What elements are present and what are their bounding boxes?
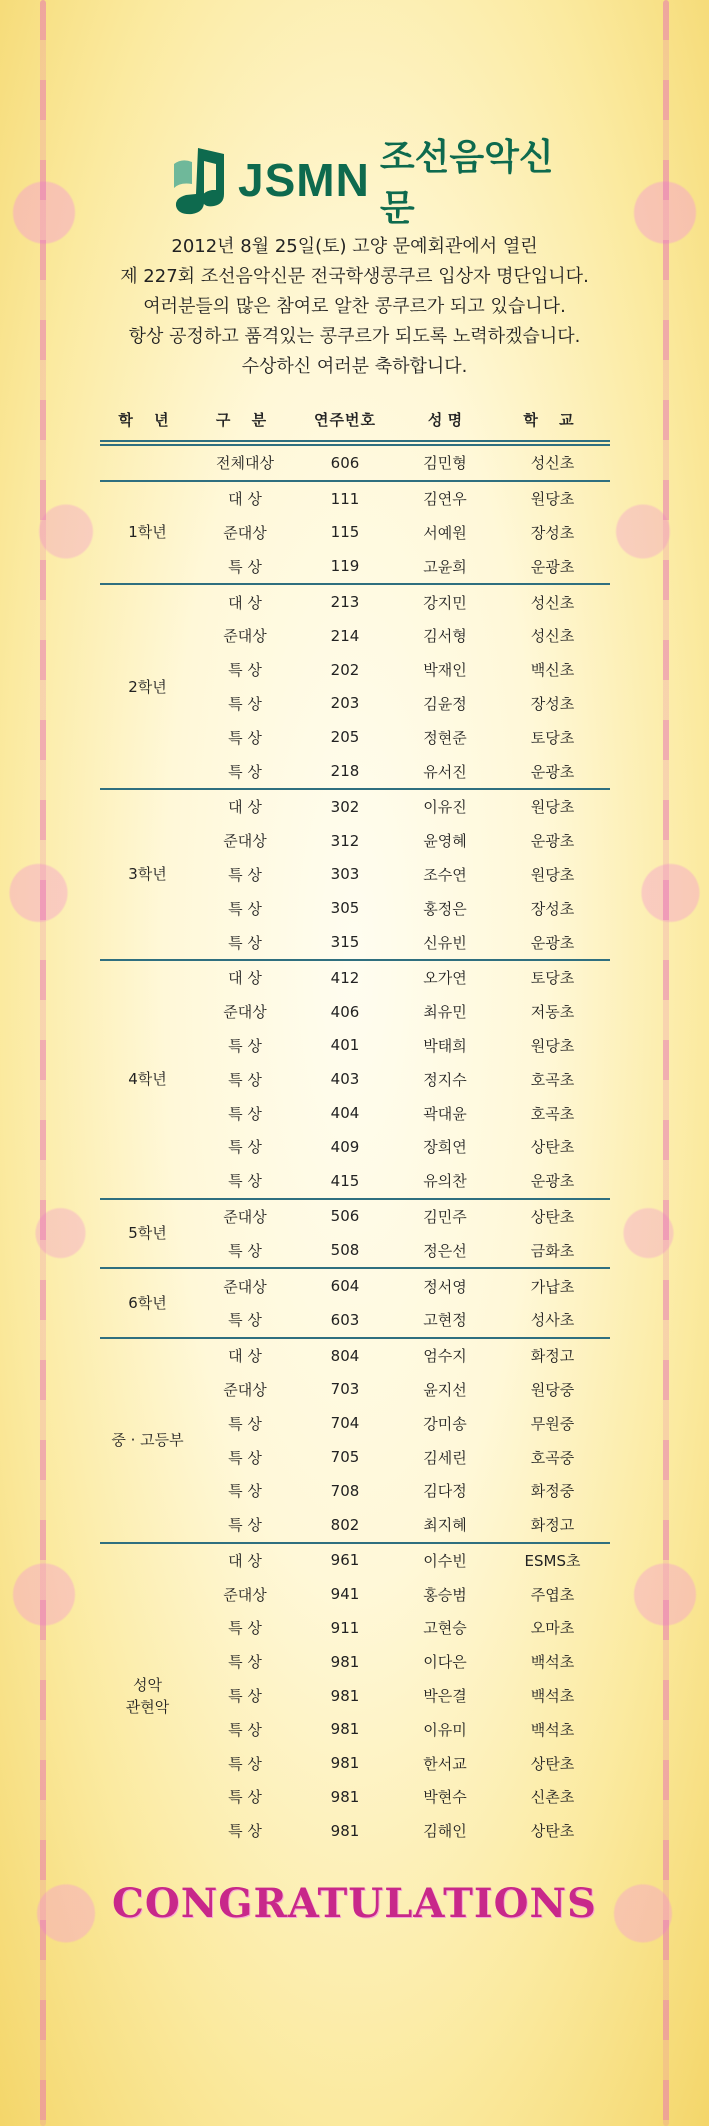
name-cell: 조수연 — [423, 865, 467, 884]
award-cell: 대 상 — [228, 593, 262, 612]
number-cell: 506 — [330, 1207, 360, 1226]
number-cell: 508 — [330, 1241, 360, 1260]
school-cell: 성사초 — [530, 1311, 575, 1330]
name-cell: 유의찬 — [423, 1172, 467, 1191]
school-cell: 상탄초 — [530, 1138, 575, 1157]
name-cell: 유서진 — [423, 762, 467, 781]
name-cell: 김다정 — [423, 1482, 467, 1501]
name-cell: 서예원 — [423, 523, 467, 542]
name-cell: 윤지선 — [423, 1380, 467, 1399]
school-cell: 원당초 — [530, 490, 575, 509]
school-cell: 장성초 — [530, 694, 575, 713]
number-cell: 981 — [330, 1754, 360, 1773]
number-cell: 703 — [330, 1380, 360, 1399]
school-cell: 백석초 — [530, 1720, 575, 1739]
number-cell: 415 — [330, 1171, 360, 1190]
award-cell: 특 상 — [228, 1720, 262, 1739]
school-cell: 저동초 — [530, 1003, 575, 1022]
school-cell: 운광초 — [530, 557, 575, 576]
name-cell: 오가연 — [423, 969, 467, 988]
grade-group — [100, 1542, 610, 1848]
school-cell: 가납초 — [530, 1277, 575, 1296]
school-cell: 토당초 — [530, 728, 575, 747]
intro-text — [80, 232, 629, 382]
winners-table — [100, 400, 610, 1848]
name-cell: 이유진 — [423, 798, 467, 817]
number-cell: 981 — [330, 1686, 360, 1705]
school-cell: 장성초 — [530, 523, 575, 542]
school-cell: 성신초 — [530, 593, 575, 612]
award-cell: 대 상 — [228, 798, 262, 817]
number-cell: 302 — [330, 797, 360, 816]
award-cell: 특 상 — [228, 1448, 262, 1467]
grade-label: 성악 관현악 — [125, 1675, 170, 1716]
grade-group — [100, 788, 610, 959]
award-cell: 특 상 — [228, 1653, 262, 1672]
award-cell: 준대상 — [223, 1277, 267, 1296]
table-body — [100, 446, 610, 1848]
name-cell: 강지민 — [423, 593, 467, 612]
name-cell: 고윤희 — [423, 557, 467, 576]
school-cell: 화정고 — [530, 1516, 575, 1535]
number-cell: 981 — [330, 1787, 360, 1806]
name-cell: 정현준 — [423, 728, 467, 747]
music-note-icon — [170, 144, 228, 216]
school-cell: 상탄초 — [530, 1207, 575, 1226]
number-cell: 708 — [330, 1481, 360, 1500]
name-cell: 김윤정 — [423, 694, 467, 713]
school-cell: 화정중 — [530, 1482, 575, 1501]
intro-line: 수상하신 여러분 축하합니다. — [241, 356, 468, 377]
name-cell: 곽대윤 — [423, 1104, 467, 1123]
number-cell: 941 — [330, 1585, 360, 1604]
number-cell: 305 — [330, 899, 360, 918]
school-cell: 상탄초 — [530, 1822, 575, 1841]
award-cell: 특 상 — [228, 694, 262, 713]
grade-label: 1학년 — [128, 523, 167, 542]
award-cell: 대 상 — [228, 1347, 262, 1366]
grade-group — [100, 1198, 610, 1268]
school-cell: 운광초 — [530, 1172, 575, 1191]
name-cell: 김연우 — [423, 490, 467, 509]
table-header — [100, 400, 610, 438]
name-cell: 이유미 — [423, 1720, 467, 1739]
award-cell: 특 상 — [228, 1754, 262, 1773]
number-cell: 205 — [330, 728, 360, 747]
award-cell: 특 상 — [228, 1036, 262, 1055]
school-cell: 원당중 — [530, 1380, 575, 1399]
congratulations-banner: CONGRATULATIONS — [112, 1880, 597, 1927]
school-cell: 원당초 — [530, 798, 575, 817]
school-cell: 백석초 — [530, 1653, 575, 1672]
name-cell: 박재인 — [423, 661, 467, 680]
school-cell: 호곡초 — [530, 1104, 575, 1123]
award-cell: 준대상 — [223, 1380, 267, 1399]
school-cell: 장성초 — [530, 899, 575, 918]
number-cell: 111 — [330, 489, 360, 508]
intro-line: 여러분들의 많은 참여로 알찬 콩쿠르가 되고 있습니다. — [143, 296, 566, 317]
name-cell: 정지수 — [423, 1070, 467, 1089]
grade-label — [100, 446, 195, 480]
name-cell: 윤영혜 — [423, 832, 467, 851]
award-cell: 특 상 — [228, 1619, 262, 1638]
header-school: 학 교 — [523, 410, 582, 429]
school-cell: 운광초 — [530, 832, 575, 851]
grade-label: 중 · 고등부 — [111, 1431, 184, 1450]
award-cell: 특 상 — [228, 1104, 262, 1123]
jsmn-logo — [170, 137, 570, 229]
header-name: 성 명 — [427, 410, 463, 429]
name-cell: 최지혜 — [423, 1516, 467, 1535]
grade-label: 4학년 — [128, 1070, 167, 1089]
school-cell: 호곡중 — [530, 1448, 575, 1467]
award-cell: 준대상 — [223, 832, 267, 851]
number-cell: 604 — [330, 1277, 360, 1296]
award-cell: 특 상 — [228, 899, 262, 918]
number-cell: 218 — [330, 762, 360, 781]
grade-label: 5학년 — [128, 1224, 167, 1243]
award-cell: 특 상 — [228, 1172, 262, 1191]
award-cell: 특 상 — [228, 1788, 262, 1807]
number-cell: 115 — [330, 523, 360, 542]
award-cell: 준대상 — [223, 1207, 267, 1226]
grade-label: 3학년 — [128, 865, 167, 884]
grade-label: 2학년 — [128, 677, 167, 696]
award-cell: 특 상 — [228, 1311, 262, 1330]
grade-group — [100, 959, 610, 1198]
number-cell: 213 — [330, 593, 360, 612]
number-cell: 214 — [330, 626, 360, 645]
school-cell: 원당초 — [530, 865, 575, 884]
header-category: 구 분 — [215, 410, 275, 429]
name-cell: 장희연 — [423, 1138, 467, 1157]
number-cell: 203 — [330, 694, 360, 713]
award-cell: 특 상 — [228, 728, 262, 747]
award-cell: 대 상 — [228, 490, 262, 509]
number-cell: 606 — [330, 453, 360, 472]
number-cell: 315 — [330, 933, 360, 952]
number-cell: 603 — [330, 1310, 360, 1329]
number-cell: 704 — [330, 1414, 360, 1433]
number-cell: 401 — [330, 1036, 360, 1055]
school-cell: 운광초 — [530, 933, 575, 952]
school-cell: 신촌초 — [530, 1788, 575, 1807]
award-cell: 준대상 — [223, 627, 267, 646]
grade-label: 6학년 — [128, 1293, 167, 1312]
school-cell: ESMS초 — [524, 1551, 581, 1570]
award-cell: 특 상 — [228, 1138, 262, 1157]
name-cell: 김서형 — [423, 627, 467, 646]
school-cell: 주엽초 — [530, 1585, 575, 1604]
name-cell: 고현정 — [423, 1311, 467, 1330]
school-cell: 성신초 — [530, 627, 575, 646]
intro-line: 제 227회 조선음악신문 전국학생콩쿠르 입상자 명단입니다. — [120, 266, 589, 287]
intro-line: 2012년 8월 25일(토) 고양 문예회관에서 열린 — [171, 236, 538, 257]
name-cell: 박은결 — [423, 1687, 467, 1706]
number-cell: 981 — [330, 1652, 360, 1671]
school-cell: 상탄초 — [530, 1754, 575, 1773]
name-cell: 박태희 — [423, 1036, 467, 1055]
school-cell: 운광초 — [530, 762, 575, 781]
school-cell: 원당초 — [530, 1036, 575, 1055]
number-cell: 802 — [330, 1515, 360, 1534]
number-cell: 961 — [330, 1551, 360, 1570]
award-cell: 특 상 — [228, 661, 262, 680]
number-cell: 981 — [330, 1720, 360, 1739]
award-cell: 특 상 — [228, 1414, 262, 1433]
number-cell: 406 — [330, 1002, 360, 1021]
number-cell: 911 — [330, 1618, 360, 1637]
number-cell: 303 — [330, 865, 360, 884]
number-cell: 412 — [330, 968, 360, 987]
school-cell: 오마초 — [530, 1619, 575, 1638]
name-cell: 박현수 — [423, 1788, 467, 1807]
name-cell: 고현승 — [423, 1619, 467, 1638]
award-cell: 특 상 — [228, 557, 262, 576]
name-cell: 이수빈 — [423, 1551, 467, 1570]
intro-line: 항상 공정하고 품격있는 콩쿠르가 되도록 노력하겠습니다. — [128, 326, 581, 347]
number-cell: 312 — [330, 831, 360, 850]
award-cell: 대 상 — [228, 969, 262, 988]
name-cell: 김민주 — [423, 1207, 467, 1226]
award-cell: 전체대상 — [216, 454, 274, 473]
grade-group — [100, 446, 610, 480]
number-cell: 404 — [330, 1104, 360, 1123]
number-cell: 202 — [330, 660, 360, 679]
name-cell: 정서영 — [423, 1277, 467, 1296]
header-number: 연주번호 — [314, 410, 376, 429]
award-cell: 준대상 — [223, 523, 267, 542]
number-cell: 403 — [330, 1070, 360, 1089]
award-cell: 특 상 — [228, 762, 262, 781]
name-cell: 한서교 — [423, 1754, 467, 1773]
logo-name: 조선음악신문 — [379, 137, 554, 229]
award-cell: 준대상 — [223, 1585, 267, 1604]
number-cell: 804 — [330, 1346, 360, 1365]
award-cell: 특 상 — [228, 1241, 262, 1260]
name-cell: 최유민 — [423, 1003, 467, 1022]
school-cell: 백신초 — [530, 661, 575, 680]
number-cell: 409 — [330, 1137, 360, 1156]
number-cell: 981 — [330, 1821, 360, 1840]
name-cell: 홍정은 — [423, 899, 467, 918]
award-cell: 특 상 — [228, 1687, 262, 1706]
school-cell: 토당초 — [530, 969, 575, 988]
award-cell: 특 상 — [228, 1516, 262, 1535]
name-cell: 엄수지 — [423, 1347, 467, 1366]
award-cell: 특 상 — [228, 1822, 262, 1841]
name-cell: 김세린 — [423, 1448, 467, 1467]
name-cell: 강미송 — [423, 1414, 467, 1433]
award-cell: 준대상 — [223, 1003, 267, 1022]
grade-group — [100, 480, 610, 583]
name-cell: 이다은 — [423, 1653, 467, 1672]
school-cell: 성신초 — [530, 454, 575, 473]
header-grade: 학 년 — [118, 410, 177, 429]
school-cell: 호곡초 — [530, 1070, 575, 1089]
grade-group — [100, 583, 610, 788]
award-cell: 대 상 — [228, 1551, 262, 1570]
name-cell: 김민형 — [423, 454, 467, 473]
award-cell: 특 상 — [228, 865, 262, 884]
award-cell: 특 상 — [228, 1482, 262, 1501]
name-cell: 홍승범 — [423, 1585, 467, 1604]
name-cell: 신유빈 — [423, 933, 467, 952]
school-cell: 백석초 — [530, 1687, 575, 1706]
grade-group — [100, 1267, 610, 1337]
number-cell: 119 — [330, 557, 360, 576]
name-cell: 정은선 — [423, 1241, 467, 1260]
school-cell: 무원중 — [530, 1414, 575, 1433]
logo-brand: JSMN — [238, 154, 370, 206]
award-cell: 특 상 — [228, 933, 262, 952]
award-cell: 특 상 — [228, 1070, 262, 1089]
school-cell: 금화초 — [530, 1241, 575, 1260]
number-cell: 705 — [330, 1448, 360, 1466]
name-cell: 김해인 — [423, 1822, 467, 1841]
grade-group — [100, 1337, 610, 1542]
school-cell: 화정고 — [530, 1347, 575, 1366]
